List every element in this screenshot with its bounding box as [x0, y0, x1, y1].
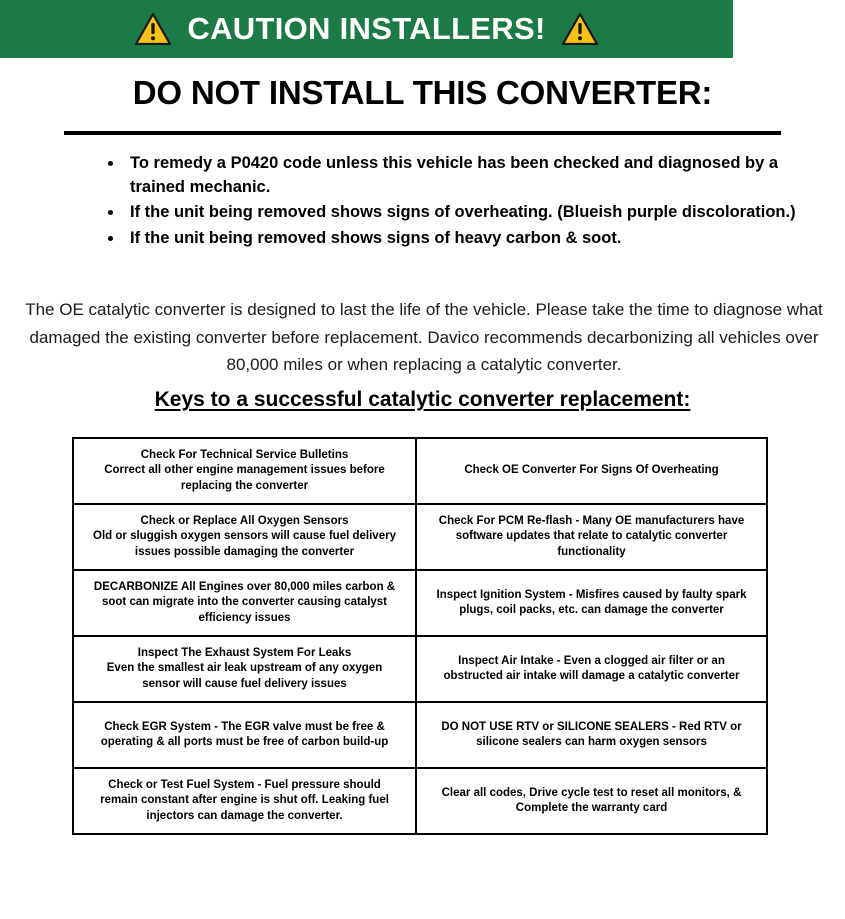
table-cell-line: Even the smallest air leak upstream of any oxygen: [106, 662, 383, 675]
table-cell-line: Check OE Converter For Signs Of Overheating: [464, 464, 719, 477]
table-cell-line: Check or Replace All Oxygen Sensors: [140, 514, 349, 527]
table-cell-line: Check For Technical Service Bulletins: [140, 448, 349, 461]
horizontal-divider: [64, 131, 781, 135]
list-item: • If the unit being removed shows signs of heavy carbon & soot.: [124, 227, 804, 251]
table-cell: [73, 570, 416, 636]
table-cell: [416, 570, 767, 636]
table-cell: [416, 504, 767, 570]
table-cell-line: replacing the converter: [180, 479, 309, 492]
table-cell-line: software updates that relate to catalytic converter: [455, 530, 728, 543]
table-cell-line: Check or Test Fuel System - Fuel pressure should: [108, 778, 381, 791]
table-cell: [416, 768, 767, 834]
table-row: [73, 702, 767, 768]
table-cell: [73, 768, 416, 834]
table-row: [73, 570, 767, 636]
table-row: [73, 636, 767, 702]
table-row: [73, 504, 767, 570]
table-cell: [73, 504, 416, 570]
table-cell-line: Inspect Ignition System - Misfires caused by faulty spark: [436, 588, 747, 601]
do-not-install-list: [96, 152, 804, 252]
table-cell-line: Clear all codes, Drive cycle test to reset all monitors, &: [441, 786, 742, 799]
table-cell-line: plugs, coil packs, etc. can damage the converter: [459, 604, 724, 616]
table-row: [73, 768, 767, 834]
warning-triangle-icon: [135, 13, 171, 45]
table-row: [73, 438, 767, 504]
table-cell-line: silicone sealers can harm oxygen sensors: [476, 736, 707, 748]
list-item: • To remedy a P0420 code unless this vehicle has been checked and diagnosed by a trained mechanic.: [124, 152, 804, 199]
table-cell-line: issues possible damaging the converter: [134, 545, 355, 558]
table-cell-line: operating & all ports must be free of carbon build-up: [100, 736, 389, 748]
table-cell: [73, 636, 416, 702]
table-cell: [73, 438, 416, 504]
table-cell-line: obstructed air intake will damage a catalytic converter: [443, 670, 740, 682]
keys-section-heading: Keys to a successful catalytic converter replacement:: [154, 388, 691, 411]
table-cell: [73, 702, 416, 768]
table-cell: [416, 438, 767, 504]
diagnosis-paragraph: The OE catalytic converter is designed to last the life of the vehicle. Please take the time to diagnose what damaged the existing converter before replacement. Davico recommends decarbonizing all vehicles over 80,000 miles or when replacing a catalytic converter.: [25, 300, 823, 375]
table-cell-line: functionality: [557, 545, 626, 558]
table-cell-line: soot can migrate into the converter causing catalyst: [101, 596, 388, 609]
table-cell-line: Inspect Air Intake - Even a clogged air filter or an: [458, 654, 725, 667]
table-cell: [416, 636, 767, 702]
table-cell-line: Inspect The Exhaust System For Leaks: [137, 646, 352, 659]
table-cell-line: remain constant after engine is shut off. Leaking fuel: [100, 794, 389, 807]
table-cell-line: sensor will cause fuel delivery issues: [142, 677, 347, 690]
page-title: DO NOT INSTALL THIS CONVERTER:: [132, 74, 713, 111]
table-cell: [416, 702, 767, 768]
keys-table-wrapper: [72, 437, 766, 835]
keys-table: [72, 437, 768, 835]
table-cell-line: Check For PCM Re-flash - Many OE manufacturers have: [438, 514, 745, 527]
banner-title: CAUTION INSTALLERS!: [187, 11, 546, 46]
table-cell-line: Old or sluggish oxygen sensors will cause fuel delivery: [93, 530, 396, 543]
table-cell-line: Check EGR System - The EGR valve must be free &: [104, 720, 385, 733]
table-cell-line: injectors can damage the converter.: [146, 809, 343, 822]
table-cell-line: DECARBONIZE All Engines over 80,000 miles carbon &: [93, 580, 396, 593]
warning-triangle-icon: [562, 13, 598, 45]
table-cell-line: Correct all other engine management issues before: [104, 464, 385, 477]
table-cell-line: Complete the warranty card: [515, 802, 668, 814]
table-cell-line: efficiency issues: [198, 611, 291, 624]
caution-banner: [0, 0, 733, 58]
list-item: • If the unit being removed shows signs of overheating. (Blueish purple discoloration.): [124, 201, 804, 225]
table-cell-line: DO NOT USE RTV or SILICONE SEALERS - Red RTV or: [441, 720, 742, 733]
